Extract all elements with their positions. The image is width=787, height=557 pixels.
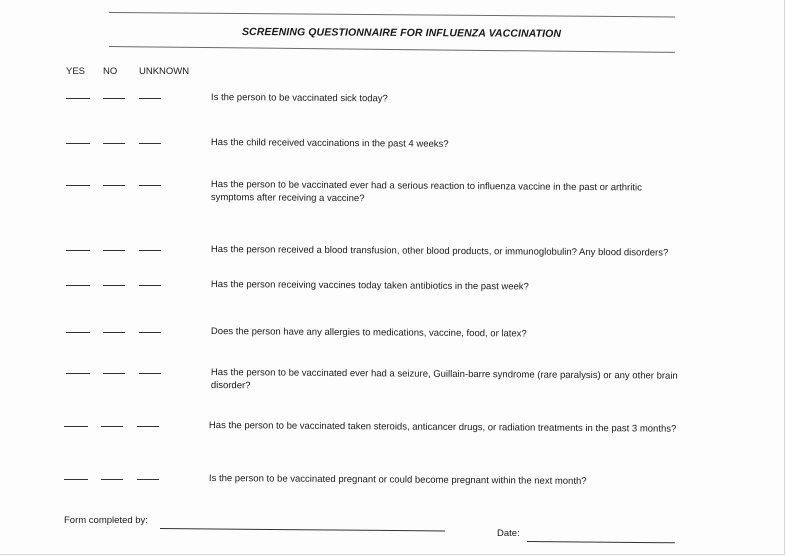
unknown-blank[interactable] bbox=[139, 98, 161, 99]
question-text bbox=[211, 326, 527, 341]
question-text bbox=[209, 473, 587, 488]
unknown-blank[interactable] bbox=[139, 285, 161, 286]
question-text bbox=[209, 420, 676, 436]
question-line: Is the person to be vaccinated pregnant or could become pregnant within the next month? bbox=[208, 473, 587, 487]
question-line: Has the person to be vaccinated taken steroids, anticancer drugs, or radiation treatments in the past 3 months? bbox=[208, 420, 677, 435]
question-text bbox=[211, 137, 449, 151]
unknown-blank[interactable] bbox=[139, 185, 161, 186]
unknown-blank[interactable] bbox=[137, 479, 159, 480]
column-no-heading: NO bbox=[103, 66, 118, 77]
yes-blank[interactable] bbox=[66, 285, 90, 286]
question-line: Has the person to be vaccinated ever had a seizure, Guillain-barre syndrome (rare paralysis) or any other brain bbox=[210, 367, 678, 382]
date-label: Date: bbox=[497, 528, 520, 539]
question-text bbox=[211, 244, 668, 260]
unknown-blank[interactable] bbox=[139, 250, 161, 251]
no-blank[interactable] bbox=[103, 373, 125, 374]
column-yes-heading: YES bbox=[66, 66, 86, 77]
form-completed-by-label: Form completed by: bbox=[64, 515, 148, 526]
question-text bbox=[211, 367, 678, 396]
question-line: Has the child received vaccinations in the past 4 weeks? bbox=[210, 137, 449, 150]
no-blank[interactable] bbox=[101, 479, 123, 480]
title-bottom-rule bbox=[109, 46, 675, 53]
question-line: disorder? bbox=[210, 379, 251, 391]
question-line: Is the person to be vaccinated sick today? bbox=[210, 92, 388, 105]
no-blank[interactable] bbox=[103, 143, 125, 144]
unknown-blank[interactable] bbox=[139, 373, 161, 374]
question-line: symptoms after receiving a vaccine? bbox=[210, 191, 365, 204]
question-text bbox=[211, 279, 529, 294]
no-blank[interactable] bbox=[103, 250, 125, 251]
unknown-blank[interactable] bbox=[139, 332, 161, 333]
no-blank[interactable] bbox=[103, 98, 125, 99]
yes-blank[interactable] bbox=[66, 143, 90, 144]
unknown-blank[interactable] bbox=[139, 143, 161, 144]
no-blank[interactable] bbox=[101, 426, 123, 427]
no-blank[interactable] bbox=[103, 332, 125, 333]
date-line[interactable] bbox=[527, 541, 675, 543]
form-completed-by-line[interactable] bbox=[160, 528, 445, 531]
no-blank[interactable] bbox=[103, 185, 125, 186]
title-top-rule bbox=[109, 12, 675, 17]
question-text bbox=[211, 92, 388, 106]
yes-blank[interactable] bbox=[66, 250, 90, 251]
no-blank[interactable] bbox=[103, 285, 125, 286]
question-text bbox=[211, 179, 642, 207]
question-line: Has the person received a blood transfusion, other blood products, or immunoglobulin? Any blood disorders? bbox=[210, 244, 669, 259]
yes-blank[interactable] bbox=[64, 479, 88, 480]
question-line: Does the person have any allergies to medications, vaccine, food, or latex? bbox=[210, 326, 527, 340]
yes-blank[interactable] bbox=[66, 332, 90, 333]
question-line: Has the person receiving vaccines today taken antibiotics in the past week? bbox=[210, 279, 529, 293]
form-title: SCREENING QUESTIONNAIRE FOR INFLUENZA VACCINATION bbox=[241, 26, 562, 40]
yes-blank[interactable] bbox=[64, 426, 88, 427]
yes-blank[interactable] bbox=[66, 185, 90, 186]
unknown-blank[interactable] bbox=[137, 426, 159, 427]
yes-blank[interactable] bbox=[66, 98, 90, 99]
question-line: Has the person to be vaccinated ever had a serious reaction to influenza vaccine in the past or arthritic bbox=[210, 179, 642, 194]
column-unknown-heading: UNKNOWN bbox=[139, 66, 190, 77]
yes-blank[interactable] bbox=[66, 373, 90, 374]
